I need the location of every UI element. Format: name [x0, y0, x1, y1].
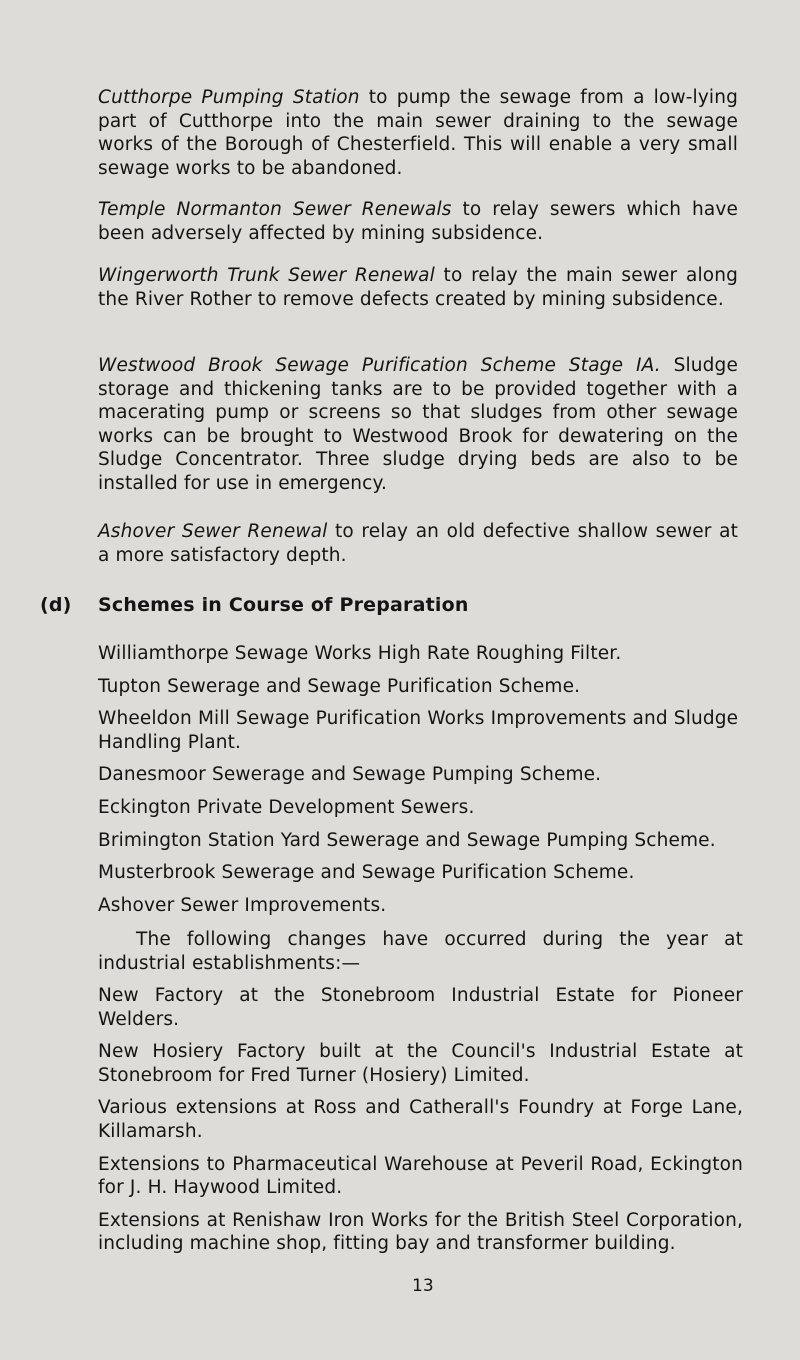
list-item: Brimington Station Yard Sewerage and Sewage Pumping Scheme.	[98, 829, 716, 851]
changes-list	[98, 984, 743, 1265]
paragraph-title: Ashover Sewer Renewal	[98, 521, 328, 542]
list-item: Musterbrook Sewerage and Sewage Purification Scheme.	[98, 862, 635, 884]
paragraph-westwood-brook	[98, 354, 738, 496]
list-item: Williamthorpe Sewage Works High Rate Roughing Filter.	[98, 643, 622, 664]
paragraph-body: to relay sewers which have been adversely affected by mining subsidence.	[98, 199, 739, 244]
list-item: Wheeldon Mill Sewage Purification Works Improvements and Sludge Handling Plant.	[98, 708, 739, 753]
changes-intro: The following changes have occurred during the year at industrial establishments:—	[98, 929, 743, 974]
paragraph-temple-normanton	[98, 198, 738, 245]
paragraph-cutthorpe	[98, 86, 738, 180]
list-item: Extensions at Renishaw Iron Works for the British Steel Corporation, including machine shop, fitting bay and transformer building.	[98, 1209, 743, 1255]
list-item: Danesmoor Sewerage and Sewage Pumping Scheme.	[98, 764, 602, 786]
list-item: New Factory at the Stonebroom Industrial Estate for Pioneer Welders.	[98, 985, 743, 1030]
paragraph-title: Wingerworth Trunk Sewer Renewal	[98, 265, 435, 286]
list-item: Tupton Sewerage and Sewage Purification Scheme.	[98, 675, 581, 697]
section-title: Schemes in Course of Preparation	[98, 594, 469, 616]
schemes-list	[98, 642, 743, 926]
list-item: Various extensions at Ross and Catherall's Foundry at Forge Lane, Killamarsh.	[98, 1097, 743, 1142]
list-item: Eckington Private Development Sewers.	[98, 796, 475, 818]
paragraph-body: Sludge storage and thickening tanks are to be provided together with a macerating pump or screens so that sludges from other sewage works can be brought to Westwood Brook for dewatering on the Sludge Concentrator. Three sludge drying beds are also to be installed for use in emergency.	[98, 355, 738, 494]
list-item: New Hosiery Factory built at the Council's Industrial Estate at Stonebroom for Fred Turner (Hosiery) Limited.	[98, 1041, 743, 1086]
paragraph-body: to pump the sewage from a low-lying part of Cutthorpe into the main sewer draining to the sewage works of the Borough of Chesterfield. This will enable a very small sewage works to be abandoned.	[98, 87, 738, 179]
paragraph-body: to relay the main sewer along the River Rother to remove defects created by mining subsidence.	[98, 265, 738, 310]
list-item: Extensions to Pharmaceutical Warehouse at Peveril Road, Eckington for J. H. Haywood Limited.	[98, 1153, 743, 1199]
section-marker: (d)	[40, 594, 72, 616]
paragraph-title: Cutthorpe Pumping Station	[98, 87, 360, 108]
paragraph-ashover	[98, 520, 738, 567]
paragraph-title: Temple Normanton Sewer Renewals	[98, 199, 452, 220]
page-number: 13	[412, 1276, 434, 1296]
list-item: Ashover Sewer Improvements.	[98, 894, 387, 916]
paragraph-title: Westwood Brook Sewage Purification Scheme Stage IA.	[98, 355, 661, 376]
paragraph-body: to relay an old defective shallow sewer at a more satisfactory depth.	[98, 521, 738, 566]
section-heading	[40, 594, 469, 616]
paragraph-wingerworth	[98, 264, 738, 311]
